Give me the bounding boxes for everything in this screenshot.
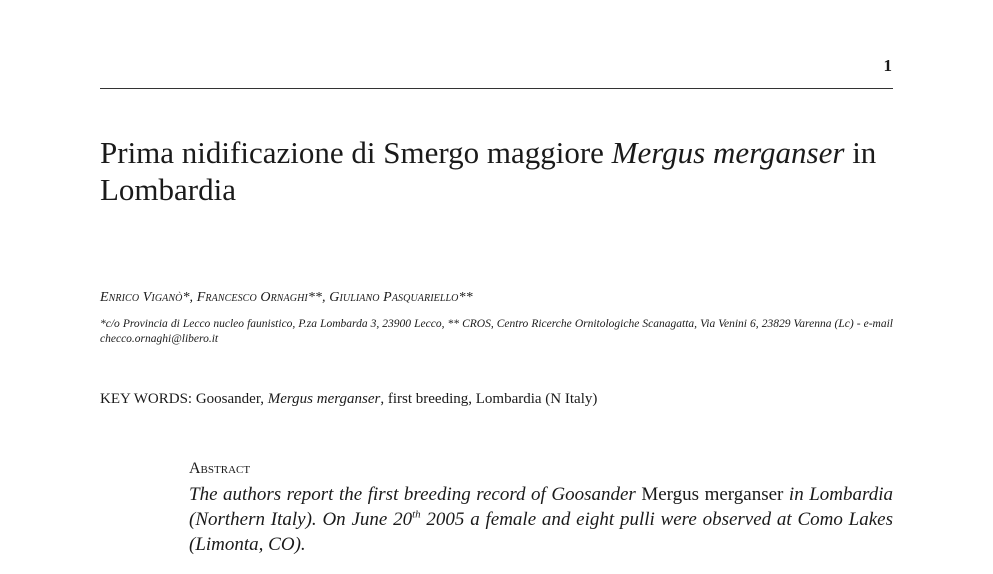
abstract-text-2: in Lombardia (Northern Italy). On June 20 bbox=[189, 484, 893, 530]
abstract-heading: Abstract bbox=[189, 460, 251, 477]
header-rule bbox=[100, 88, 893, 89]
abstract-text-3: 2005 a female and eight pulli were observed at Como Lakes (Limonta, CO). bbox=[189, 509, 893, 555]
keywords bbox=[100, 391, 597, 408]
keywords-label: KEY WORDS: Goosander, bbox=[100, 391, 268, 407]
title-text-2: in Lombardia bbox=[100, 135, 877, 207]
abstract-text-1: The authors report the first breeding record of Goosander bbox=[189, 484, 642, 505]
keywords-rest: , first breeding, Lombardia (N Italy) bbox=[380, 391, 598, 407]
title-text-1: Prima nidificazione di Smergo maggiore bbox=[100, 135, 612, 170]
article-title bbox=[100, 134, 880, 208]
authors: Enrico Viganò*, Francesco Ornaghi**, Giuliano Pasquariello** bbox=[100, 290, 473, 305]
abstract-body bbox=[189, 482, 893, 557]
abstract-species: Mergus merganser bbox=[641, 484, 784, 505]
abstract-superscript: th bbox=[412, 508, 421, 521]
keywords-species: Mergus merganser bbox=[267, 391, 381, 407]
page-number: 1 bbox=[883, 56, 892, 75]
title-species-name: Mergus merganser bbox=[611, 135, 845, 170]
affiliation: *c/o Provincia di Lecco nucleo faunistico, P.za Lombarda 3, 23900 Lecco, ** CROS, Centro Ricerche Ornitologiche Scanagatta, Via Venini 6, 23829 Varenna (Lc) - e-mail checco.ornaghi@libero.it bbox=[100, 318, 893, 345]
